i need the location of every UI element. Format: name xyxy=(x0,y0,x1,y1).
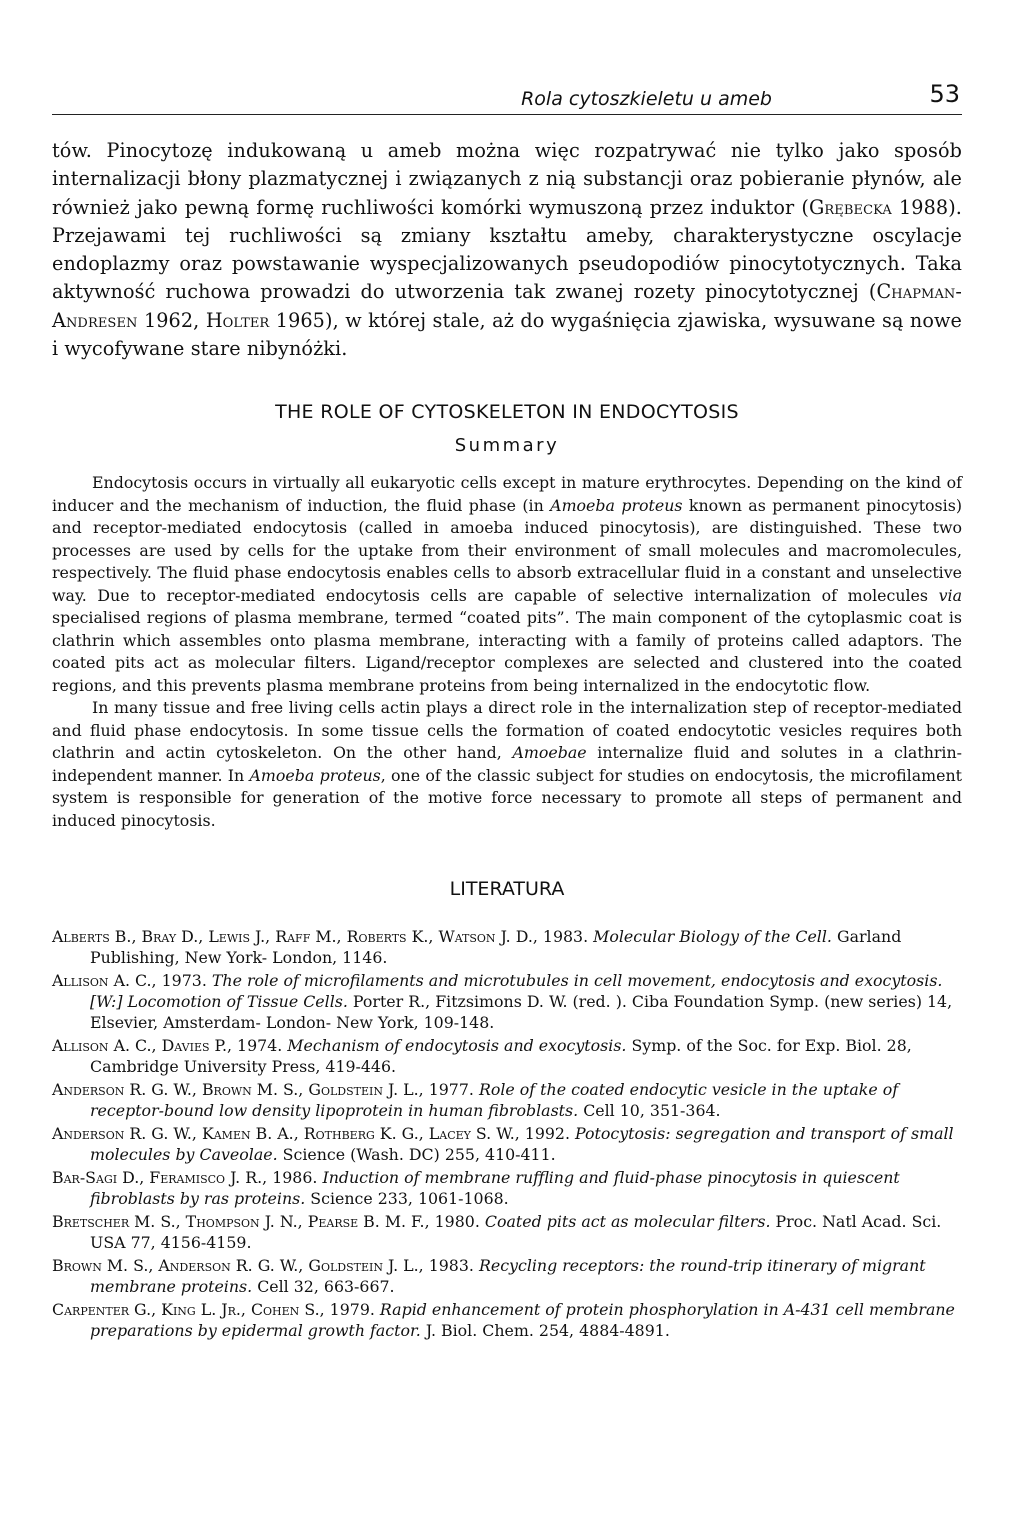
reference-authors: Allison A. C., xyxy=(52,971,157,991)
reference-title: Coated pits act as molecular filters. xyxy=(484,1212,771,1232)
intro-text: tów. Pinocytozę indukowaną u ameb można więc rozpatrywać nie tylko jako sposób internalizacji błony plazmatycznej i związanych z nią substancji oraz pobieranie płynów, ale również jako pewną formę ruchliwości komórki wymuszoną przez induktor ( xyxy=(52,139,962,219)
summary-text: specialised regions of plasma membrane, termed “coated pits”. The main component of the cytoplasmic coat is clathrin which assembles onto plasma membrane, interacting with a family of proteins called adaptors. The coated pits act as molecular filters. Ligand/receptor complexes are selected and clustered into the coated regions, and this prevents plasma membrane proteins from being internalized in the endocytotic flow. xyxy=(52,608,962,695)
reference-authors: Bretscher M. S., Thompson J. N., Pearse B. M. F., xyxy=(52,1212,430,1232)
summary-italic: via xyxy=(938,585,962,605)
reference-source: Science 233, 1061-1068. xyxy=(305,1189,509,1209)
reference-year: 1979. xyxy=(324,1300,380,1320)
intro-text: 1988). Przejawami tej ruchliwości są zmiany kształtu ameby, charakterystyczne oscylacje endoplazmy oraz powstawanie wyspecjalizowanych pseudopodiów pinocytotycznych. Taka aktywność ruchowa prowadzi do utworzenia tak zwanej rozety pinocytotycznej ( xyxy=(52,195,962,304)
reference-item xyxy=(52,1167,962,1209)
reference-authors: Alberts B., Bray D., Lewis J., Raff M., Roberts K., Watson J. D., xyxy=(52,927,538,947)
reference-source: Proc. Natl Acad. Sci. USA 77, 4156-4159. xyxy=(90,1212,942,1253)
summary-text: In many tissue and free living cells actin plays a direct role in the internalization step of receptor-mediated and fluid phase endocytosis. In some tissue cells the formation of coated endocytotic vesicles requires both clathrin and actin cytoskeleton. On the other hand, xyxy=(52,698,962,763)
reference-source: Porter R., Fitzsimons D. W. (red. ). Ciba Foundation Symp. (new series) 14, Elsevier, Amsterdam- London- New York, 109-148. xyxy=(90,992,953,1033)
summary-italic: Amoeba proteus xyxy=(249,765,381,785)
reference-item xyxy=(52,1255,962,1297)
reference-title: Potocytosis: segregation and transport of small molecules by Caveolae. xyxy=(90,1124,954,1165)
reference-authors: Anderson R. G. W., Kamen B. A., Rothberg K. G., Lacey S. W., xyxy=(52,1124,520,1144)
summary-italic: Amoebae xyxy=(512,743,587,763)
reference-item xyxy=(52,1123,962,1165)
reference-title: Role of the coated endocytic vesicle in the uptake of receptor-bound low density lipoprotein in human fibroblasts. xyxy=(90,1080,899,1121)
intro-paragraph xyxy=(52,137,962,363)
reference-authors: Carpenter G., King L. Jr., Cohen S., xyxy=(52,1300,325,1320)
reference-title: Recycling receptors: the round-trip itinerary of migrant membrane proteins. xyxy=(90,1256,926,1297)
reference-title: Induction of membrane ruffling and fluid-phase pinocytosis in quiescent fibroblasts by ras proteins. xyxy=(90,1168,900,1209)
reference-year: 1973. xyxy=(156,971,212,991)
reference-list xyxy=(52,926,962,1341)
summary-paragraph xyxy=(52,472,962,697)
citation: Holter xyxy=(205,308,270,332)
reference-source: Cell 32, 663-667. xyxy=(252,1277,395,1297)
reference-title: Mechanism of endocytosis and exocytosis. xyxy=(287,1036,627,1056)
reference-title: Molecular Biology of the Cell. xyxy=(593,927,832,947)
citation: Grębecka xyxy=(808,195,892,219)
reference-year: 1992. xyxy=(519,1124,576,1144)
literature-title: LITERATURA xyxy=(449,878,565,901)
reference-item xyxy=(52,1079,962,1121)
reference-year: 1980. xyxy=(429,1212,485,1232)
reference-year: 1977. xyxy=(423,1080,479,1100)
summary-text: known as permanent pinocytosis) and receptor-mediated endocytosis (called in amoeba induced pinocytosis), are distinguished. These two processes are used by cells for the uptake from their environment of small molecules and macromolecules, respectively. The fluid phase endocytosis enables cells to absorb extracellular fluid in a constant and unselective way. Due to receptor-mediated endocytosis cells are capable of selective internalization of molecules xyxy=(52,495,962,605)
reference-source: Science (Wash. DC) 255, 410-411. xyxy=(277,1145,556,1165)
reference-item xyxy=(52,1299,962,1341)
page xyxy=(52,78,962,1343)
reference-item xyxy=(52,1035,962,1077)
reference-year: 1986. xyxy=(267,1168,323,1188)
reference-authors: Brown M. S., Anderson R. G. W., Goldstein J. L., xyxy=(52,1256,424,1276)
reference-source: J. Biol. Chem. 254, 4884-4891. xyxy=(420,1321,670,1341)
reference-authors: Anderson R. G. W., Brown M. S., Goldstein J. L., xyxy=(52,1080,424,1100)
reference-year: 1974. xyxy=(232,1036,288,1056)
section-title: THE ROLE OF CYTOSKELETON IN ENDOCYTOSIS xyxy=(275,401,739,424)
running-title: Rola cytoszkieletu u ameb xyxy=(521,88,772,110)
reference-title: The role of microfilaments and microtubules in cell movement, endocytosis and exocytosis. [W:] Locomotion of Tissue Cells. xyxy=(90,971,943,1012)
reference-authors: Bar-Sagi D., Feramisco J. R., xyxy=(52,1168,268,1188)
reference-item xyxy=(52,926,962,968)
summary-paragraph xyxy=(52,697,962,832)
reference-item xyxy=(52,970,962,1033)
reference-year: 1983. xyxy=(537,927,594,947)
reference-source: Cell 10, 351-364. xyxy=(578,1101,721,1121)
reference-item xyxy=(52,1211,962,1253)
reference-source: Symp. of the Soc. for Exp. Biol. 28, Cambridge University Press, 419-446. xyxy=(90,1036,912,1077)
summary xyxy=(52,472,962,832)
page-header xyxy=(52,78,962,115)
summary-heading: Summary xyxy=(454,435,560,457)
reference-title: Rapid enhancement of protein phosphorylation in A-431 cell membrane preparations by epidermal growth factor. xyxy=(90,1300,955,1341)
reference-source: Garland Publishing, New York- London, 1146. xyxy=(90,927,902,968)
summary-text: internalize fluid and solutes in a clathrin-independent manner. In xyxy=(52,743,962,785)
reference-year: 1983. xyxy=(423,1256,479,1276)
intro-text: 1962, xyxy=(137,308,206,332)
citation: Chapman-Andresen xyxy=(52,280,962,332)
summary-italic: Amoeba proteus xyxy=(550,495,683,515)
summary-text: Endocytosis occurs in virtually all eukaryotic cells except in mature erythrocytes. Depending on the kind of inducer and the mechanism of induction, the fluid phase (in xyxy=(52,473,962,515)
summary-text: , one of the classic subject for studies on endocytosis, the microfilament system is responsible for generation of the motive force necessary to promote all steps of permanent and induced pinocytosis. xyxy=(52,765,962,830)
reference-authors: Allison A. C., Davies P., xyxy=(52,1036,233,1056)
intro-text: 1965), w której stale, aż do wygaśnięcia zjawiska, wysuwane są nowe i wycofywane stare nibynóżki. xyxy=(52,308,962,361)
page-number: 53 xyxy=(929,80,960,108)
